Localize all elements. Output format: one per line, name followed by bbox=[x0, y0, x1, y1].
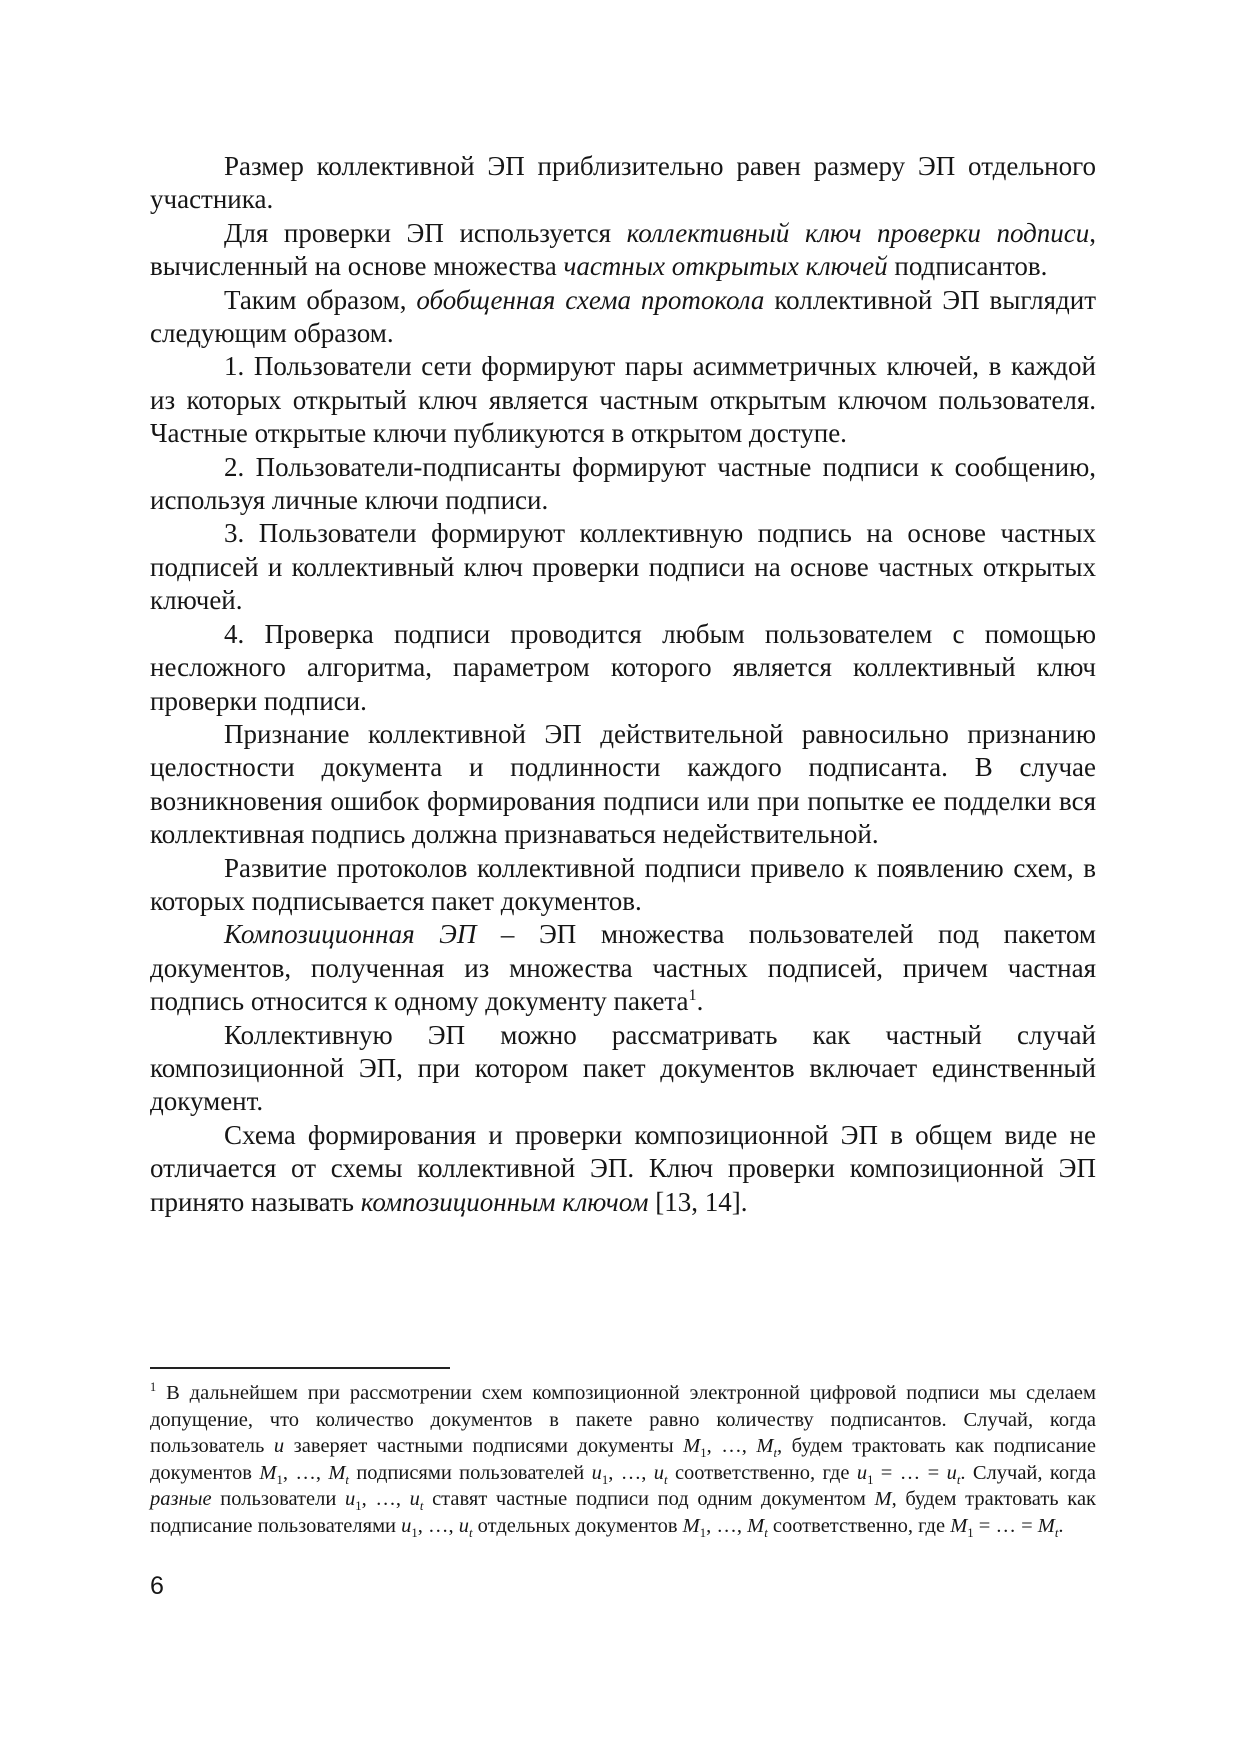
paragraph: Коллективную ЭП можно рассматривать как частный случай композиционной ЭП, при котором пакет документов включает единственный документ. bbox=[150, 1019, 1096, 1117]
emphasis: Композиционная ЭП bbox=[224, 919, 477, 950]
paragraph: Размер коллективной ЭП приблизительно равен размеру ЭП отдельного участника. bbox=[150, 151, 1096, 215]
footnote-marker: 1 bbox=[150, 1380, 157, 1395]
footnote bbox=[150, 1380, 1096, 1539]
paragraph: Признание коллективной ЭП действительной равносильно признанию целостности документа и подлинности каждого подписанта. В случае возникновения ошибок формирования подписи или при попытке ее подделки вся коллективная подпись должна признаваться недействительной. bbox=[150, 718, 1096, 850]
emphasis: частных открытых ключей bbox=[563, 251, 888, 282]
list-item: 4. Проверка подписи проводится любым пользователем с помощью несложного алгоритма, параметром которого является коллективный ключ проверки подписи. bbox=[150, 618, 1096, 716]
footnote-ref[interactable]: 1 bbox=[688, 986, 697, 1005]
emphasis: композиционным ключом bbox=[360, 1186, 649, 1217]
emphasis: разные bbox=[150, 1488, 212, 1510]
paragraph: Для проверки ЭП используется коллективный ключ проверки подписи, вычисленный на основе множества частных открытых ключей подписантов. bbox=[150, 217, 1096, 282]
list-item: 2. Пользователи-подписанты формируют частные подписи к сообщению, используя личные ключи подписи. bbox=[150, 451, 1096, 516]
page-number: 6 bbox=[150, 1572, 164, 1600]
footnote-divider bbox=[150, 1367, 450, 1369]
footnote-text: $^1$ В дальнейшем при рассмотрении схем композиционной электронной цифровой подписи мы сделаем допущение, что количество документов в пакете равно количеству подписантов. Случай, когда пользователь u заверяет частными подписями документы $M_1$, …, $M_t$, будем трактовать как подписание документов $M_1$, …, $M_t$ подписями пользователей $u_1$, …, $u_t$ соответственно, где $u_1$ = … = $u_t$. Случай, когда разные пользователи $u_1$, …, $u_t$ ставят частные подписи под одним документом M, будем трактовать как подписание пользователями $u_1$, …, $u_t$ отдельных документов $M_1$, …, $M_t$ соответственно, где $M_1$ = … = $M_t$. bbox=[150, 1380, 1097, 1540]
emphasis: коллективный ключ проверки подписи bbox=[626, 217, 1090, 248]
emphasis: обобщенная схема протокола bbox=[416, 284, 765, 315]
list-item: 3. Пользователи формируют коллективную подпись на основе частных подписей и коллективный ключ проверки подписи на основе частных открытых ключей. bbox=[150, 518, 1096, 616]
paragraph: Таким образом, обобщенная схема протокола коллективной ЭП выглядит следующим образом. bbox=[150, 284, 1097, 349]
paragraph: Развитие протоколов коллективной подписи привело к появлению схем, в которых подписывается пакет документов. bbox=[150, 852, 1096, 916]
main-text bbox=[150, 150, 1096, 1219]
paragraph: Схема формирования и проверки композиционной ЭП в общем виде не отличается от схемы коллективной ЭП. Ключ проверки композиционной ЭП принято называть композиционным ключом [13, 14]. bbox=[150, 1119, 1096, 1217]
list-item: 1. Пользователи сети формируют пары асимметричных ключей, в каждой из которых открытый ключ является частным открытым ключом пользователя. Частные открытые ключи публикуются в открытом доступе. bbox=[150, 351, 1096, 449]
paragraph: Композиционная ЭП – ЭП множества пользователей под пакетом документов, полученная из множества частных подписей, причем частная подпись относится к одному документу пакета$^1$. bbox=[150, 919, 1096, 1017]
